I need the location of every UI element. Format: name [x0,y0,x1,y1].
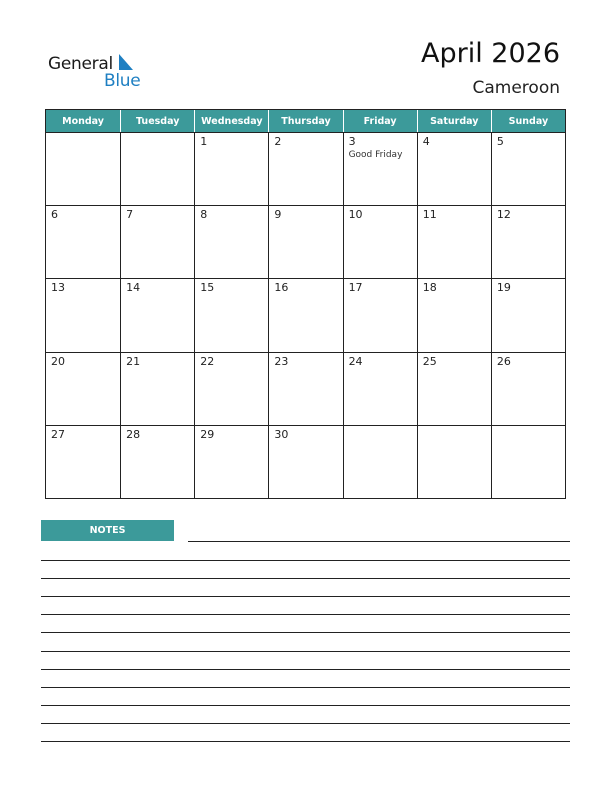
day-number: 16 [274,281,289,295]
notes-line [41,560,570,561]
day-number: 10 [348,208,363,222]
day-cell [46,352,120,425]
calendar-title: April 2026 [420,38,560,69]
holiday-label: Good Friday [348,150,403,160]
day-number: 2 [274,135,282,148]
day-cell [343,278,417,351]
day-number: 27 [51,427,65,441]
day-cell [120,352,194,425]
notes-line [41,723,570,724]
notes-line [41,651,570,652]
weekday-header: Sunday [491,110,565,132]
day-cell [491,278,565,351]
day-number: 21 [126,354,141,368]
day-number: 22 [200,354,215,368]
day-number: 4 [422,135,430,148]
day-cell [417,278,491,351]
logo-general-text: General [48,54,113,74]
day-number: 3 [348,135,356,148]
day-number: 30 [274,427,289,441]
day-cell [491,425,565,498]
day-cell [417,132,491,205]
weekday-header: Wednesday [194,110,268,132]
day-number: 24 [348,354,363,368]
weekday-header: Tuesday [120,110,194,132]
day-cell [268,278,342,351]
notes-line [41,687,570,688]
weekday-header: Thursday [268,110,342,132]
day-number: 17 [348,281,363,295]
day-cell [120,425,194,498]
day-number: 11 [422,208,437,222]
day-cell [343,132,417,205]
day-cell [46,278,120,351]
day-number: 19 [496,281,511,295]
day-cell [491,352,565,425]
logo [48,52,148,92]
notes-line [41,669,570,670]
day-cell [194,205,268,278]
day-number: 6 [51,208,58,222]
calendar-country: Cameroon [472,78,560,98]
day-cell [343,352,417,425]
weekday-header: Friday [343,110,417,132]
notes-line [41,614,570,615]
notes-line [41,632,570,633]
notes-label: NOTES [41,520,174,541]
day-cell [120,132,194,205]
day-number: 26 [496,354,511,368]
notes-line [41,705,570,706]
day-number: 9 [274,208,282,222]
logo-blue-text: Blue [104,71,141,91]
logo-triangle-icon [119,54,133,70]
day-cell [491,205,565,278]
day-number: 13 [51,281,65,295]
day-cell [343,205,417,278]
notes-line [41,596,570,597]
day-cell [194,425,268,498]
day-cell [46,205,120,278]
day-cell [46,132,120,205]
day-cell [268,205,342,278]
day-cell [417,425,491,498]
day-cell [268,132,342,205]
notes-line [41,741,570,742]
day-number: 7 [126,208,134,222]
day-number: 5 [496,135,504,148]
day-cell [343,425,417,498]
day-number: 20 [51,354,65,368]
day-number: 28 [126,427,141,441]
day-number: 18 [422,281,437,295]
notes-line [188,541,570,542]
day-cell [268,425,342,498]
day-number: 1 [200,135,208,148]
weekday-header: Saturday [417,110,491,132]
day-cell [194,278,268,351]
day-cell [268,352,342,425]
day-cell [120,278,194,351]
day-number: 12 [496,208,511,222]
day-number: 25 [422,354,437,368]
day-cell [120,205,194,278]
day-number: 8 [200,208,208,222]
notes-line [41,578,570,579]
day-cell [194,132,268,205]
weekday-header: Monday [46,110,120,132]
day-cell [417,205,491,278]
day-number: 15 [200,281,215,295]
day-cell [417,352,491,425]
calendar-grid [45,109,566,499]
day-cell [491,132,565,205]
day-number: 23 [274,354,289,368]
day-number: 29 [200,427,215,441]
day-cell [194,352,268,425]
day-number: 14 [126,281,141,295]
day-cell [46,425,120,498]
